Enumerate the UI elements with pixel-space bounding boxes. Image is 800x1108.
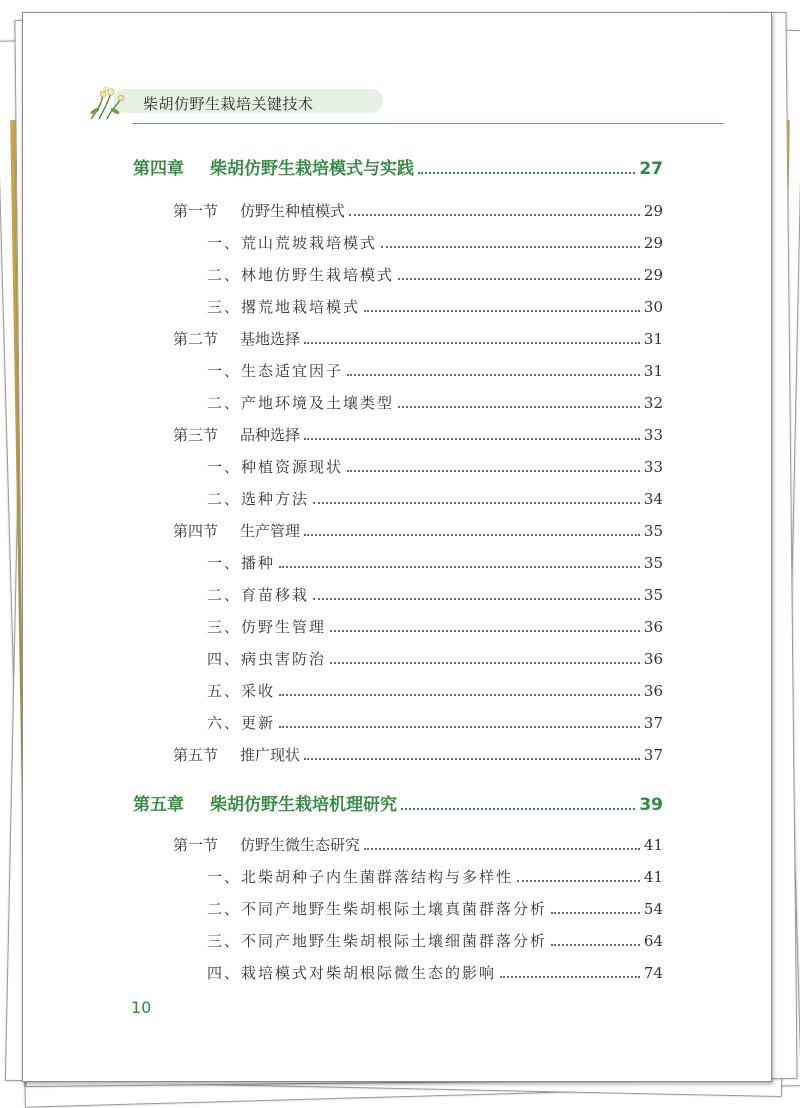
toc-item[interactable] <box>133 481 663 509</box>
dot-leader <box>313 598 640 600</box>
dot-leader <box>304 342 640 344</box>
toc-item-title <box>207 617 326 637</box>
toc-page-number: 35 <box>643 586 663 604</box>
toc-item[interactable] <box>133 641 663 669</box>
toc-entry-text: 二、育苗移栽 <box>207 586 310 604</box>
toc-page-number: 35 <box>643 554 663 572</box>
toc-item-title <box>207 393 394 413</box>
toc-section[interactable] <box>133 827 663 855</box>
toc-chapter-title <box>133 795 397 815</box>
toc-entry-text: 三、不同产地野生柴胡根际土壤细菌群落分析 <box>207 932 548 950</box>
toc-item[interactable] <box>133 545 663 573</box>
dot-leader <box>347 470 640 472</box>
toc-entry-text: 仿野生微生态研究 <box>240 836 361 854</box>
toc-item-title <box>207 963 496 983</box>
dot-leader <box>330 662 640 664</box>
toc-chapter-title <box>133 159 414 179</box>
toc-entry-text: 三、仿野生管理 <box>207 618 327 636</box>
dot-leader <box>500 976 640 978</box>
toc-item[interactable] <box>133 257 663 285</box>
toc-item-title <box>207 233 377 253</box>
toc-item-title <box>207 297 360 317</box>
toc-entry-text: 二、林地仿野生栽培模式 <box>207 266 395 284</box>
toc-chapter[interactable] <box>133 151 663 179</box>
toc-page-number: 37 <box>643 746 663 764</box>
toc-entry-text: 柴胡仿野生栽培机理研究 <box>210 795 397 815</box>
toc-section-title <box>173 835 360 855</box>
toc-item[interactable] <box>133 225 663 253</box>
toc-page-number: 27 <box>639 159 663 179</box>
toc-section-number: 第二节 <box>173 330 219 348</box>
toc-item[interactable] <box>133 923 663 951</box>
dot-leader <box>347 374 640 376</box>
toc-entry-text: 一、生态适宜因子 <box>207 362 344 380</box>
header-rule <box>133 123 723 124</box>
toc-item-title <box>207 681 275 701</box>
toc-section-title <box>173 745 300 765</box>
toc-item-title <box>207 457 343 477</box>
toc-section-title <box>173 425 300 445</box>
toc-page-number: 29 <box>643 266 663 284</box>
toc-page-number: 30 <box>643 298 663 316</box>
toc-section-number: 第五节 <box>173 746 219 764</box>
toc-item-title <box>207 713 275 733</box>
toc-entry-text: 一、荒山荒坡栽培模式 <box>207 234 378 252</box>
toc-item[interactable] <box>133 673 663 701</box>
toc-item[interactable] <box>133 609 663 637</box>
dot-leader <box>349 214 640 216</box>
dot-leader <box>304 534 640 536</box>
toc-section-number: 第一节 <box>173 202 219 220</box>
toc-entry-text: 四、病虫害防治 <box>207 650 327 668</box>
toc-section[interactable] <box>133 417 663 445</box>
toc-page-number: 64 <box>643 932 663 950</box>
toc-page-number: 41 <box>643 868 663 886</box>
toc-page-number: 33 <box>643 426 663 444</box>
dot-leader <box>364 310 640 312</box>
toc-section[interactable] <box>133 193 663 221</box>
dot-leader <box>401 808 635 810</box>
dot-leader <box>304 758 640 760</box>
toc-entry-text: 二、不同产地野生柴胡根际土壤真菌群落分析 <box>207 900 548 918</box>
toc-entry-text: 一、北柴胡种子内生菌群落结构与多样性 <box>207 868 514 886</box>
toc-entry-text: 一、种植资源现状 <box>207 458 344 476</box>
toc-section-number: 第三节 <box>173 426 219 444</box>
toc-section-title <box>173 201 345 221</box>
toc-page-number: 29 <box>643 234 663 252</box>
toc-item[interactable] <box>133 891 663 919</box>
toc-page-number: 33 <box>643 458 663 476</box>
toc-entry-text: 基地选择 <box>240 330 301 348</box>
toc-entry-text: 品种选择 <box>240 426 301 444</box>
dot-leader <box>304 438 640 440</box>
toc-item[interactable] <box>133 353 663 381</box>
dot-leader <box>398 406 640 408</box>
dot-leader <box>398 278 640 280</box>
toc-item[interactable] <box>133 705 663 733</box>
dot-leader <box>418 172 635 174</box>
toc-entry-text: 推广现状 <box>240 746 301 764</box>
toc-entry-text: 三、撂荒地栽培模式 <box>207 298 361 316</box>
toc-section[interactable] <box>133 321 663 349</box>
dot-leader <box>279 694 640 696</box>
running-header <box>85 83 725 123</box>
running-header-title: 柴胡仿野生栽培关键技术 <box>143 95 314 113</box>
toc-page-number: 36 <box>643 618 663 636</box>
dot-leader <box>551 912 640 914</box>
toc-section-title <box>173 521 300 541</box>
toc-page-number: 54 <box>643 900 663 918</box>
toc-entry-text: 五、采收 <box>207 682 276 700</box>
toc-section-title <box>173 329 300 349</box>
toc-item-title <box>207 265 394 285</box>
toc-item-title <box>207 585 309 605</box>
toc-page-number: 36 <box>643 682 663 700</box>
dot-leader <box>313 502 640 504</box>
toc-entry-text: 仿野生种植模式 <box>240 202 346 220</box>
toc-item[interactable] <box>133 577 663 605</box>
book-page <box>22 12 772 1082</box>
dot-leader <box>279 726 640 728</box>
toc-page-number: 41 <box>643 836 663 854</box>
toc-entry-text: 二、产地环境及土壤类型 <box>207 394 395 412</box>
toc-page-number: 39 <box>639 795 663 815</box>
toc-section-number: 第一节 <box>173 836 219 854</box>
toc-item-title <box>207 361 343 381</box>
toc-item[interactable] <box>133 955 663 983</box>
dot-leader <box>279 566 640 568</box>
toc-entry-text: 柴胡仿野生栽培模式与实践 <box>210 159 414 179</box>
plant-icon <box>85 85 131 121</box>
toc-page-number: 29 <box>643 202 663 220</box>
toc-page-number: 35 <box>643 522 663 540</box>
toc-item-title <box>207 899 547 919</box>
toc-chapter-number: 第五章 <box>133 795 184 815</box>
toc-item[interactable] <box>133 859 663 887</box>
toc-section-number: 第四节 <box>173 522 219 540</box>
toc-page-number: 34 <box>643 490 663 508</box>
page-number: 10 <box>131 998 152 1017</box>
toc-item-title <box>207 553 275 573</box>
toc-item-title <box>207 931 547 951</box>
toc-page-number: 31 <box>643 330 663 348</box>
toc-item-title <box>207 867 513 887</box>
toc-entry-text: 四、栽培模式对柴胡根际微生态的影响 <box>207 964 497 982</box>
toc-item[interactable] <box>133 289 663 317</box>
toc-chapter-number: 第四章 <box>133 159 184 179</box>
toc-item[interactable] <box>133 449 663 477</box>
toc-entry-text: 一、播种 <box>207 554 276 572</box>
toc-page-number: 37 <box>643 714 663 732</box>
dot-leader <box>381 246 640 248</box>
toc-section[interactable] <box>133 513 663 541</box>
toc-item-title <box>207 649 326 669</box>
dot-leader <box>364 848 640 850</box>
toc-page-number: 31 <box>643 362 663 380</box>
toc-section[interactable] <box>133 737 663 765</box>
toc-item-title <box>207 489 309 509</box>
toc-chapter[interactable] <box>133 787 663 815</box>
toc-page-number: 74 <box>643 964 663 982</box>
dot-leader <box>517 880 640 882</box>
toc-page-number: 36 <box>643 650 663 668</box>
toc-entry-text: 六、更新 <box>207 714 276 732</box>
toc-page-number: 32 <box>643 394 663 412</box>
toc-entry-text: 生产管理 <box>240 522 301 540</box>
toc-item[interactable] <box>133 385 663 413</box>
toc-entry-text: 二、选种方法 <box>207 490 310 508</box>
dot-leader <box>330 630 640 632</box>
dot-leader <box>551 944 640 946</box>
